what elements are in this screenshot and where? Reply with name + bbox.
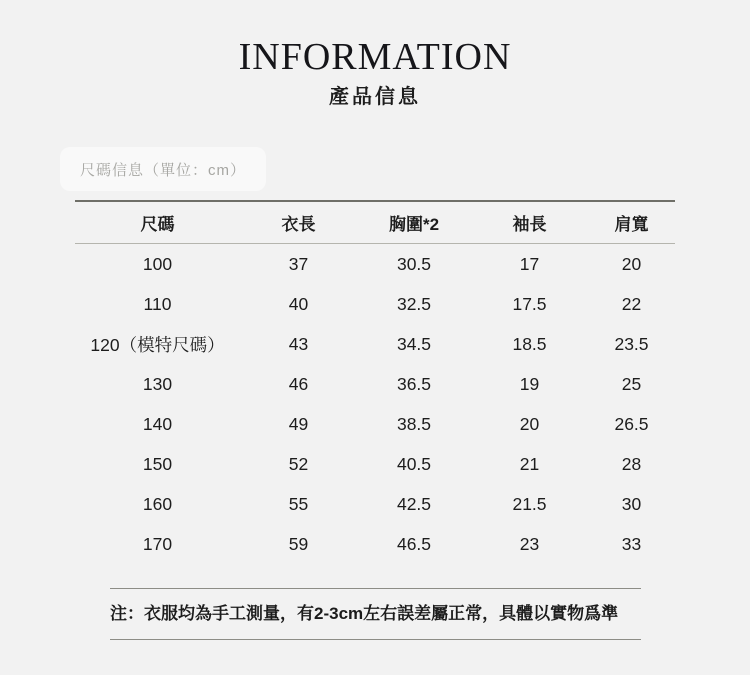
table-row: [75, 484, 675, 524]
cell-size: 150: [142, 453, 173, 474]
column-header-chest: 胸圍*2: [357, 201, 471, 244]
cell-shoulder: 28: [621, 453, 642, 474]
column-header-size: 尺碼: [75, 201, 240, 244]
cell-length: 59: [288, 533, 309, 554]
cell-sleeve: 19: [519, 373, 540, 394]
cell-size: 170: [142, 533, 173, 554]
cell-sleeve: 17.5: [512, 293, 547, 314]
cell-shoulder: 22: [621, 293, 642, 314]
table-row: [75, 244, 675, 285]
cell-size: 110: [143, 293, 172, 314]
note-bar: [110, 588, 641, 640]
table-row: [75, 324, 675, 364]
size-info-label-box: [60, 147, 266, 191]
cell-chest: 46.5: [396, 533, 432, 554]
table-row: [75, 364, 675, 404]
page-title: INFORMATION: [238, 36, 512, 78]
cell-sleeve: 21.5: [512, 493, 547, 514]
cell-length: 49: [288, 413, 309, 434]
cell-size: 130: [142, 373, 173, 394]
cell-size: 120（模特尺碼）: [90, 334, 225, 355]
cell-size: 140: [142, 413, 173, 434]
size-table: [75, 200, 675, 564]
column-header-length: 衣長: [240, 201, 357, 244]
cell-shoulder: 33: [621, 533, 642, 554]
table-row: [75, 524, 675, 564]
page-subtitle: 產品信息: [329, 86, 421, 108]
size-table-header-row: [75, 201, 675, 244]
cell-sleeve: 20: [519, 413, 540, 434]
cell-length: 55: [288, 493, 309, 514]
table-row: [75, 444, 675, 484]
column-header-shoulder: 肩寬: [588, 201, 675, 244]
table-row: [75, 404, 675, 444]
cell-shoulder: 23.5: [614, 333, 649, 354]
cell-sleeve: 18.5: [512, 333, 547, 354]
cell-chest: 42.5: [396, 493, 432, 514]
cell-length: 37: [288, 253, 309, 274]
cell-length: 40: [288, 293, 309, 314]
cell-chest: 38.5: [396, 413, 432, 434]
cell-length: 52: [288, 453, 309, 474]
cell-chest: 32.5: [396, 293, 432, 314]
cell-size: 160: [142, 493, 173, 514]
column-header-sleeve: 袖長: [471, 201, 588, 244]
size-info-label: 尺碼信息（單位：cm）: [80, 161, 246, 179]
cell-chest: 36.5: [396, 373, 432, 394]
cell-length: 46: [288, 373, 309, 394]
cell-chest: 40.5: [396, 453, 432, 474]
cell-shoulder: 30: [621, 493, 642, 514]
cell-sleeve: 21: [519, 453, 540, 474]
cell-sleeve: 17: [519, 253, 540, 274]
note-text: 注：衣服均為手工測量，有2-3cm左右誤差屬正常，具體以實物爲準: [110, 604, 619, 623]
cell-chest: 34.5: [396, 333, 432, 354]
cell-chest: 30.5: [396, 253, 432, 274]
cell-sleeve: 23: [519, 533, 540, 554]
cell-shoulder: 20: [621, 253, 642, 274]
table-row: [75, 284, 675, 324]
cell-shoulder: 26.5: [614, 413, 649, 434]
cell-length: 43: [288, 333, 309, 354]
cell-size: 100: [142, 253, 173, 274]
cell-shoulder: 25: [621, 373, 642, 394]
